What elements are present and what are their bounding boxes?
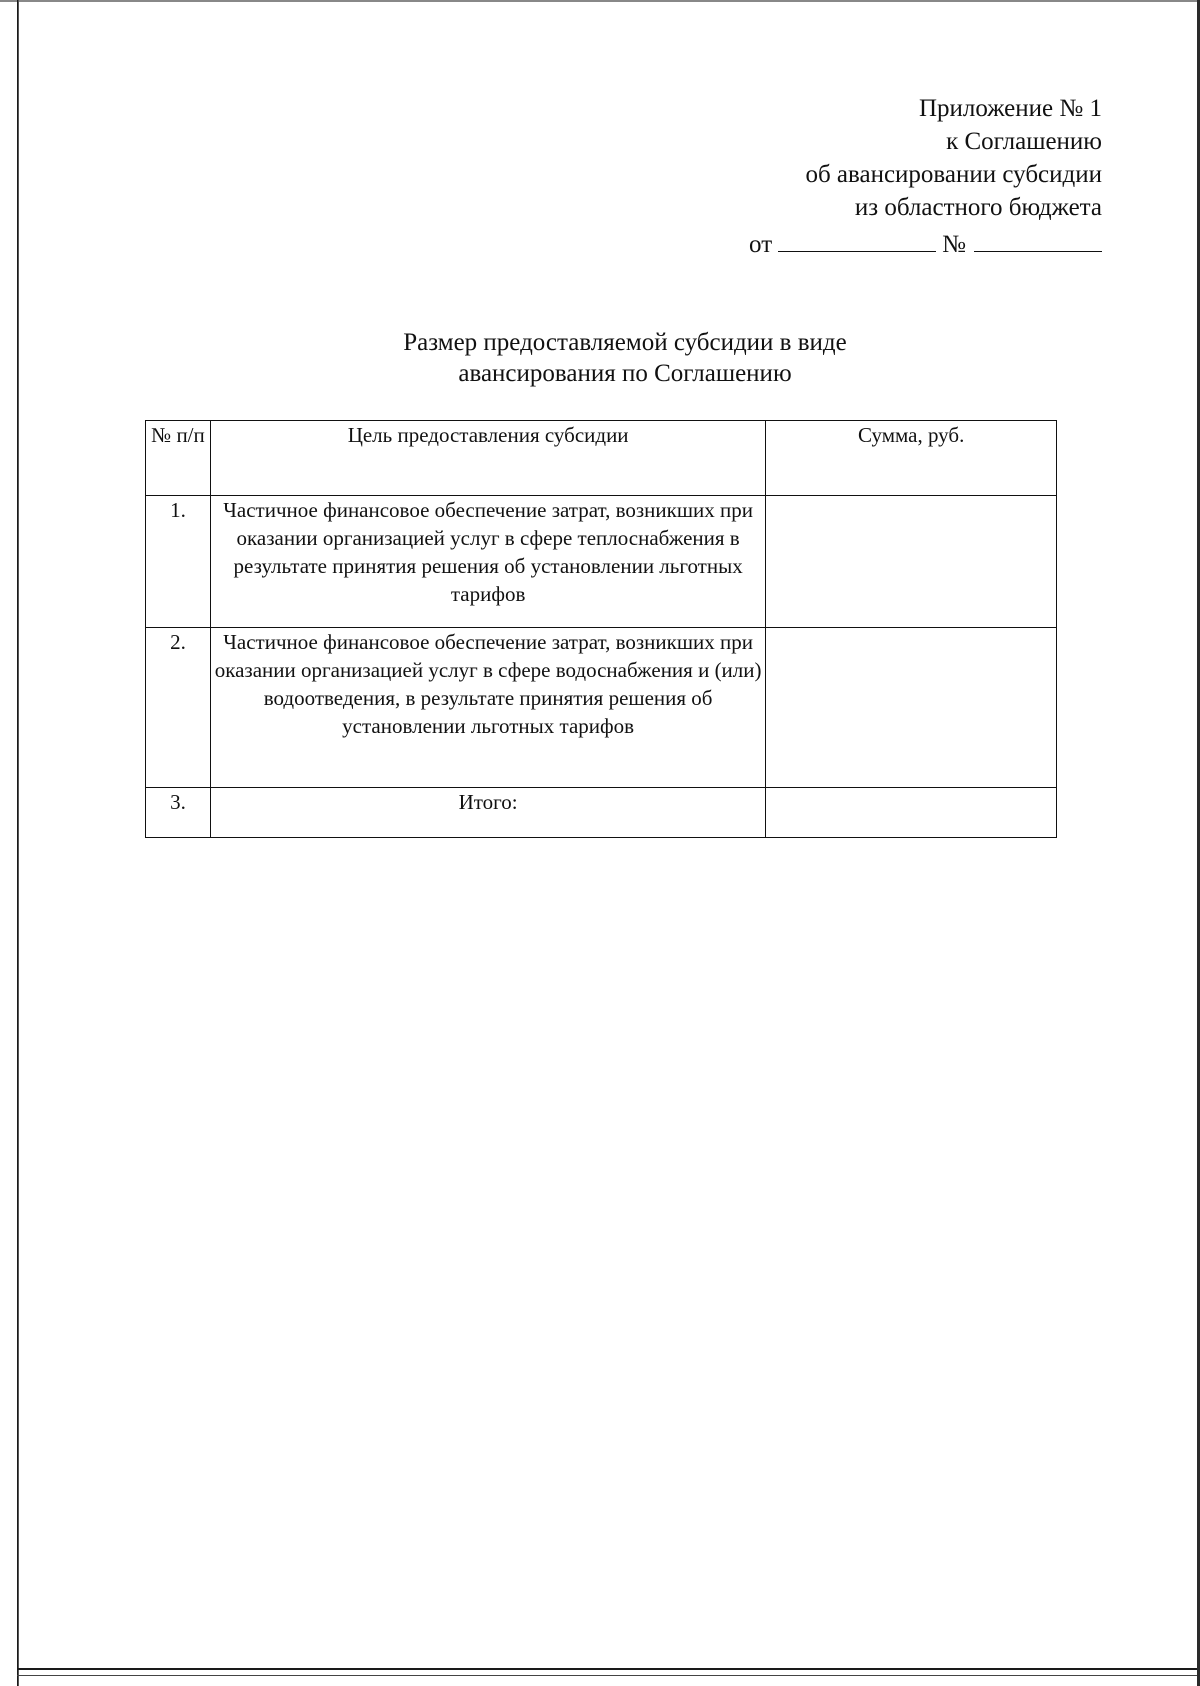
date-blank-field [778, 229, 936, 252]
row-goal: Частичное финансовое обеспечение затрат, возникших при оказании организацией услуг в сфере теплоснабжения в результате принятия решения об установлении льготных тарифов [210, 496, 765, 628]
row-goal-total: Итого: [210, 788, 765, 838]
header-goal: Цель предоставления субсидии [210, 421, 765, 496]
table-row-total [146, 788, 1057, 838]
row-goal: Частичное финансовое обеспечение затрат, возникших при оказании организацией услуг в сфере водоснабжения и (или) водоотведения, в результате принятия решения об установлении льготных тарифов [210, 628, 765, 788]
header-num: № п/п [146, 421, 211, 496]
row-num: 3. [146, 788, 211, 838]
appendix-reference: к Соглашению [946, 128, 1102, 155]
date-prefix: от [749, 231, 773, 258]
table-row [146, 628, 1057, 788]
document-title [0, 327, 1200, 389]
appendix-budget: из областного бюджета [854, 194, 1102, 221]
appendix-header [749, 92, 1102, 261]
header-sum: Сумма, руб. [766, 421, 1057, 496]
number-prefix: № [942, 231, 966, 258]
scan-edge-bottom-secondary [17, 1675, 1200, 1676]
table-header-row [146, 421, 1057, 496]
row-sum-total [766, 788, 1057, 838]
title-line-2: авансирования по Соглашению [458, 360, 792, 387]
appendix-subject: об авансировании субсидии [805, 161, 1102, 188]
scan-edge-bottom [17, 1668, 1200, 1670]
scan-edge-top [0, 0, 1200, 2]
table-row [146, 496, 1057, 628]
subsidy-table [145, 420, 1057, 838]
appendix-number: Приложение № 1 [918, 95, 1102, 122]
number-blank-field [974, 229, 1102, 252]
scan-edge-left-inner [18, 0, 19, 1686]
row-num: 1. [146, 496, 211, 628]
row-sum [766, 496, 1057, 628]
row-num: 2. [146, 628, 211, 788]
agreement-date-number-line [749, 228, 1102, 261]
row-sum [766, 628, 1057, 788]
title-line-1: Размер предоставляемой субсидии в виде [403, 329, 847, 356]
scan-edge-left [17, 0, 19, 1686]
